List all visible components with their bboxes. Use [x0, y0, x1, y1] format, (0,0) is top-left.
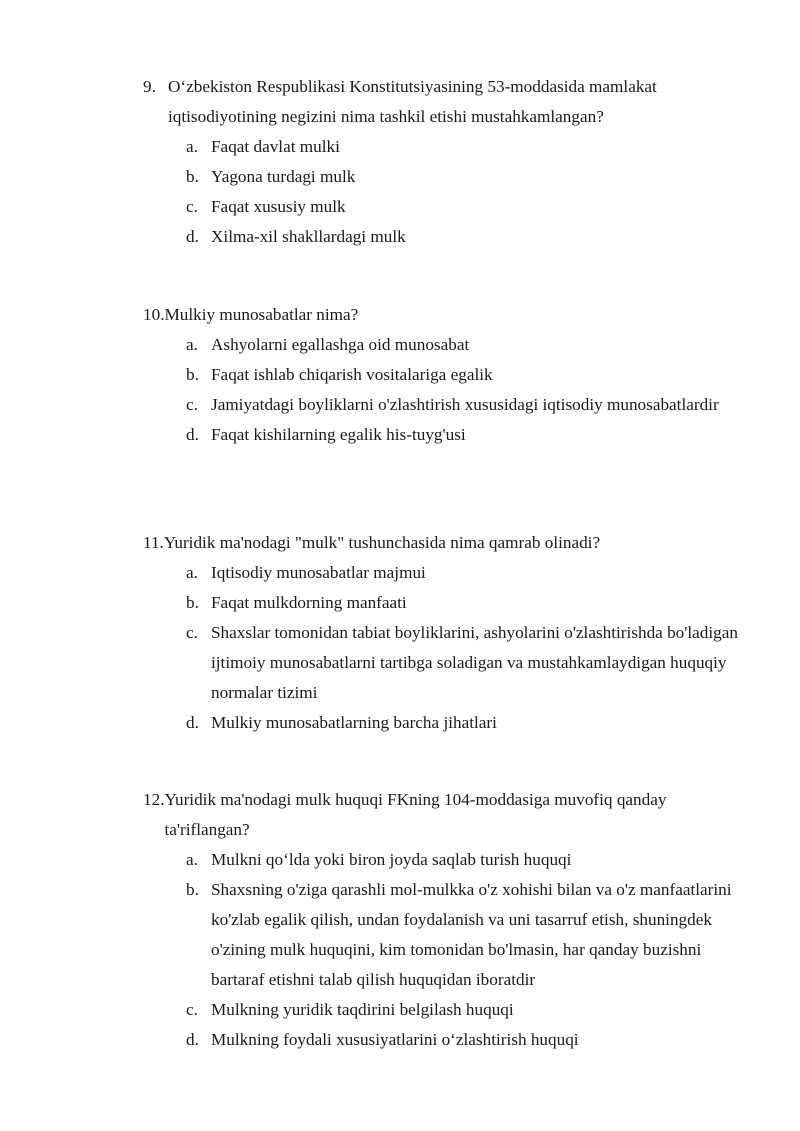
- option-b: [186, 588, 753, 618]
- option-text: Mulkning yuridik taqdirini belgilash huquqi: [211, 1000, 514, 1019]
- option-d: [186, 222, 753, 252]
- question-number: 12.: [143, 790, 165, 809]
- option-letter: d.: [186, 713, 199, 732]
- option-text: Iqtisodiy munosabatlar majmui: [211, 563, 426, 582]
- option-letter: b.: [186, 167, 199, 186]
- question-12: [143, 785, 753, 1055]
- option-text: Faqat kishilarning egalik his-tuyg'usi: [211, 425, 466, 444]
- option-text: Faqat xususiy mulk: [211, 197, 346, 216]
- option-text: Shaxsning o'ziga qarashli mol-mulkka o'z xohishi bilan va o'z manfaatlarini ko'zlab egalik qilish, undan foydalanish va uni tasarruf etish, shuningdek o'zining mulk huquqini, kim tomonidan bo'lmasin, har qanday buzishni bartaraf etishni talab qilish huquqidan iboratdir: [211, 880, 732, 989]
- option-b: [186, 875, 753, 995]
- option-text: Xilma-xil shakllardagi mulk: [211, 227, 406, 246]
- option-a: [186, 330, 753, 360]
- option-letter: b.: [186, 880, 199, 899]
- option-text: Faqat davlat mulki: [211, 137, 340, 156]
- option-letter: a.: [186, 563, 198, 582]
- option-d: [186, 420, 753, 450]
- option-a: [186, 845, 753, 875]
- option-letter: a.: [186, 850, 198, 869]
- question-9: [143, 72, 753, 252]
- option-d: [186, 708, 753, 738]
- question-number: 11.: [143, 533, 164, 552]
- option-text: Faqat ishlab chiqarish vositalariga egalik: [211, 365, 493, 384]
- option-letter: d.: [186, 227, 199, 246]
- option-list: [143, 558, 753, 738]
- option-c: [186, 192, 753, 222]
- option-letter: c.: [186, 623, 198, 642]
- option-d: [186, 1025, 753, 1055]
- option-list: [143, 330, 753, 450]
- question-10: [143, 300, 753, 450]
- option-a: [186, 132, 753, 162]
- option-letter: b.: [186, 593, 199, 612]
- option-b: [186, 360, 753, 390]
- option-letter: a.: [186, 335, 198, 354]
- option-text: Ashyolarni egallashga oid munosabat: [211, 335, 470, 354]
- question-text: O‘zbekiston Respublikasi Konstitutsiyasining 53-moddasida mamlakat iqtisodiyotining negizini nima tashkil etishi mustahkamlangan?: [168, 77, 657, 126]
- option-letter: c.: [186, 1000, 198, 1019]
- option-text: Jamiyatdagi boyliklarni o'zlashtirish xususidagi iqtisodiy munosabatlardir: [211, 395, 719, 414]
- option-text: Faqat mulkdorning manfaati: [211, 593, 407, 612]
- option-letter: b.: [186, 365, 199, 384]
- question-number: 9.: [143, 77, 156, 96]
- option-list: [143, 132, 753, 252]
- option-letter: c.: [186, 197, 198, 216]
- option-list: [143, 845, 753, 1055]
- question-text: Yuridik ma'nodagi mulk huquqi FKning 104-moddasiga muvofiq qanday ta'riflangan?: [164, 790, 667, 839]
- option-text: Mulkning foydali xususiyatlarini o‘zlashtirish huquqi: [211, 1030, 579, 1049]
- question-number: 10.: [143, 305, 165, 324]
- option-letter: c.: [186, 395, 198, 414]
- question-text: Mulkiy munosabatlar nima?: [164, 305, 359, 324]
- option-letter: a.: [186, 137, 198, 156]
- option-b: [186, 162, 753, 192]
- option-text: Mulkiy munosabatlarning barcha jihatlari: [211, 713, 497, 732]
- option-text: Yagona turdagi mulk: [211, 167, 356, 186]
- option-c: [186, 390, 753, 420]
- question-text: Yuridik ma'nodagi "mulk" tushunchasida nima qamrab olinadi?: [163, 533, 601, 552]
- option-text: Mulkni qo‘lda yoki biron joyda saqlab turish huquqi: [211, 850, 572, 869]
- option-letter: d.: [186, 425, 199, 444]
- option-text: Shaxslar tomonidan tabiat boyliklarini, ashyolarini o'zlashtirishda bo'ladigan ijtimoiy munosabatlarni tartibga soladigan va mustahkamlaydigan huquqiy normalar tizimi: [211, 623, 738, 702]
- option-c: [186, 995, 753, 1025]
- question-11: [143, 528, 753, 738]
- option-c: [186, 618, 753, 708]
- option-a: [186, 558, 753, 588]
- option-letter: d.: [186, 1030, 199, 1049]
